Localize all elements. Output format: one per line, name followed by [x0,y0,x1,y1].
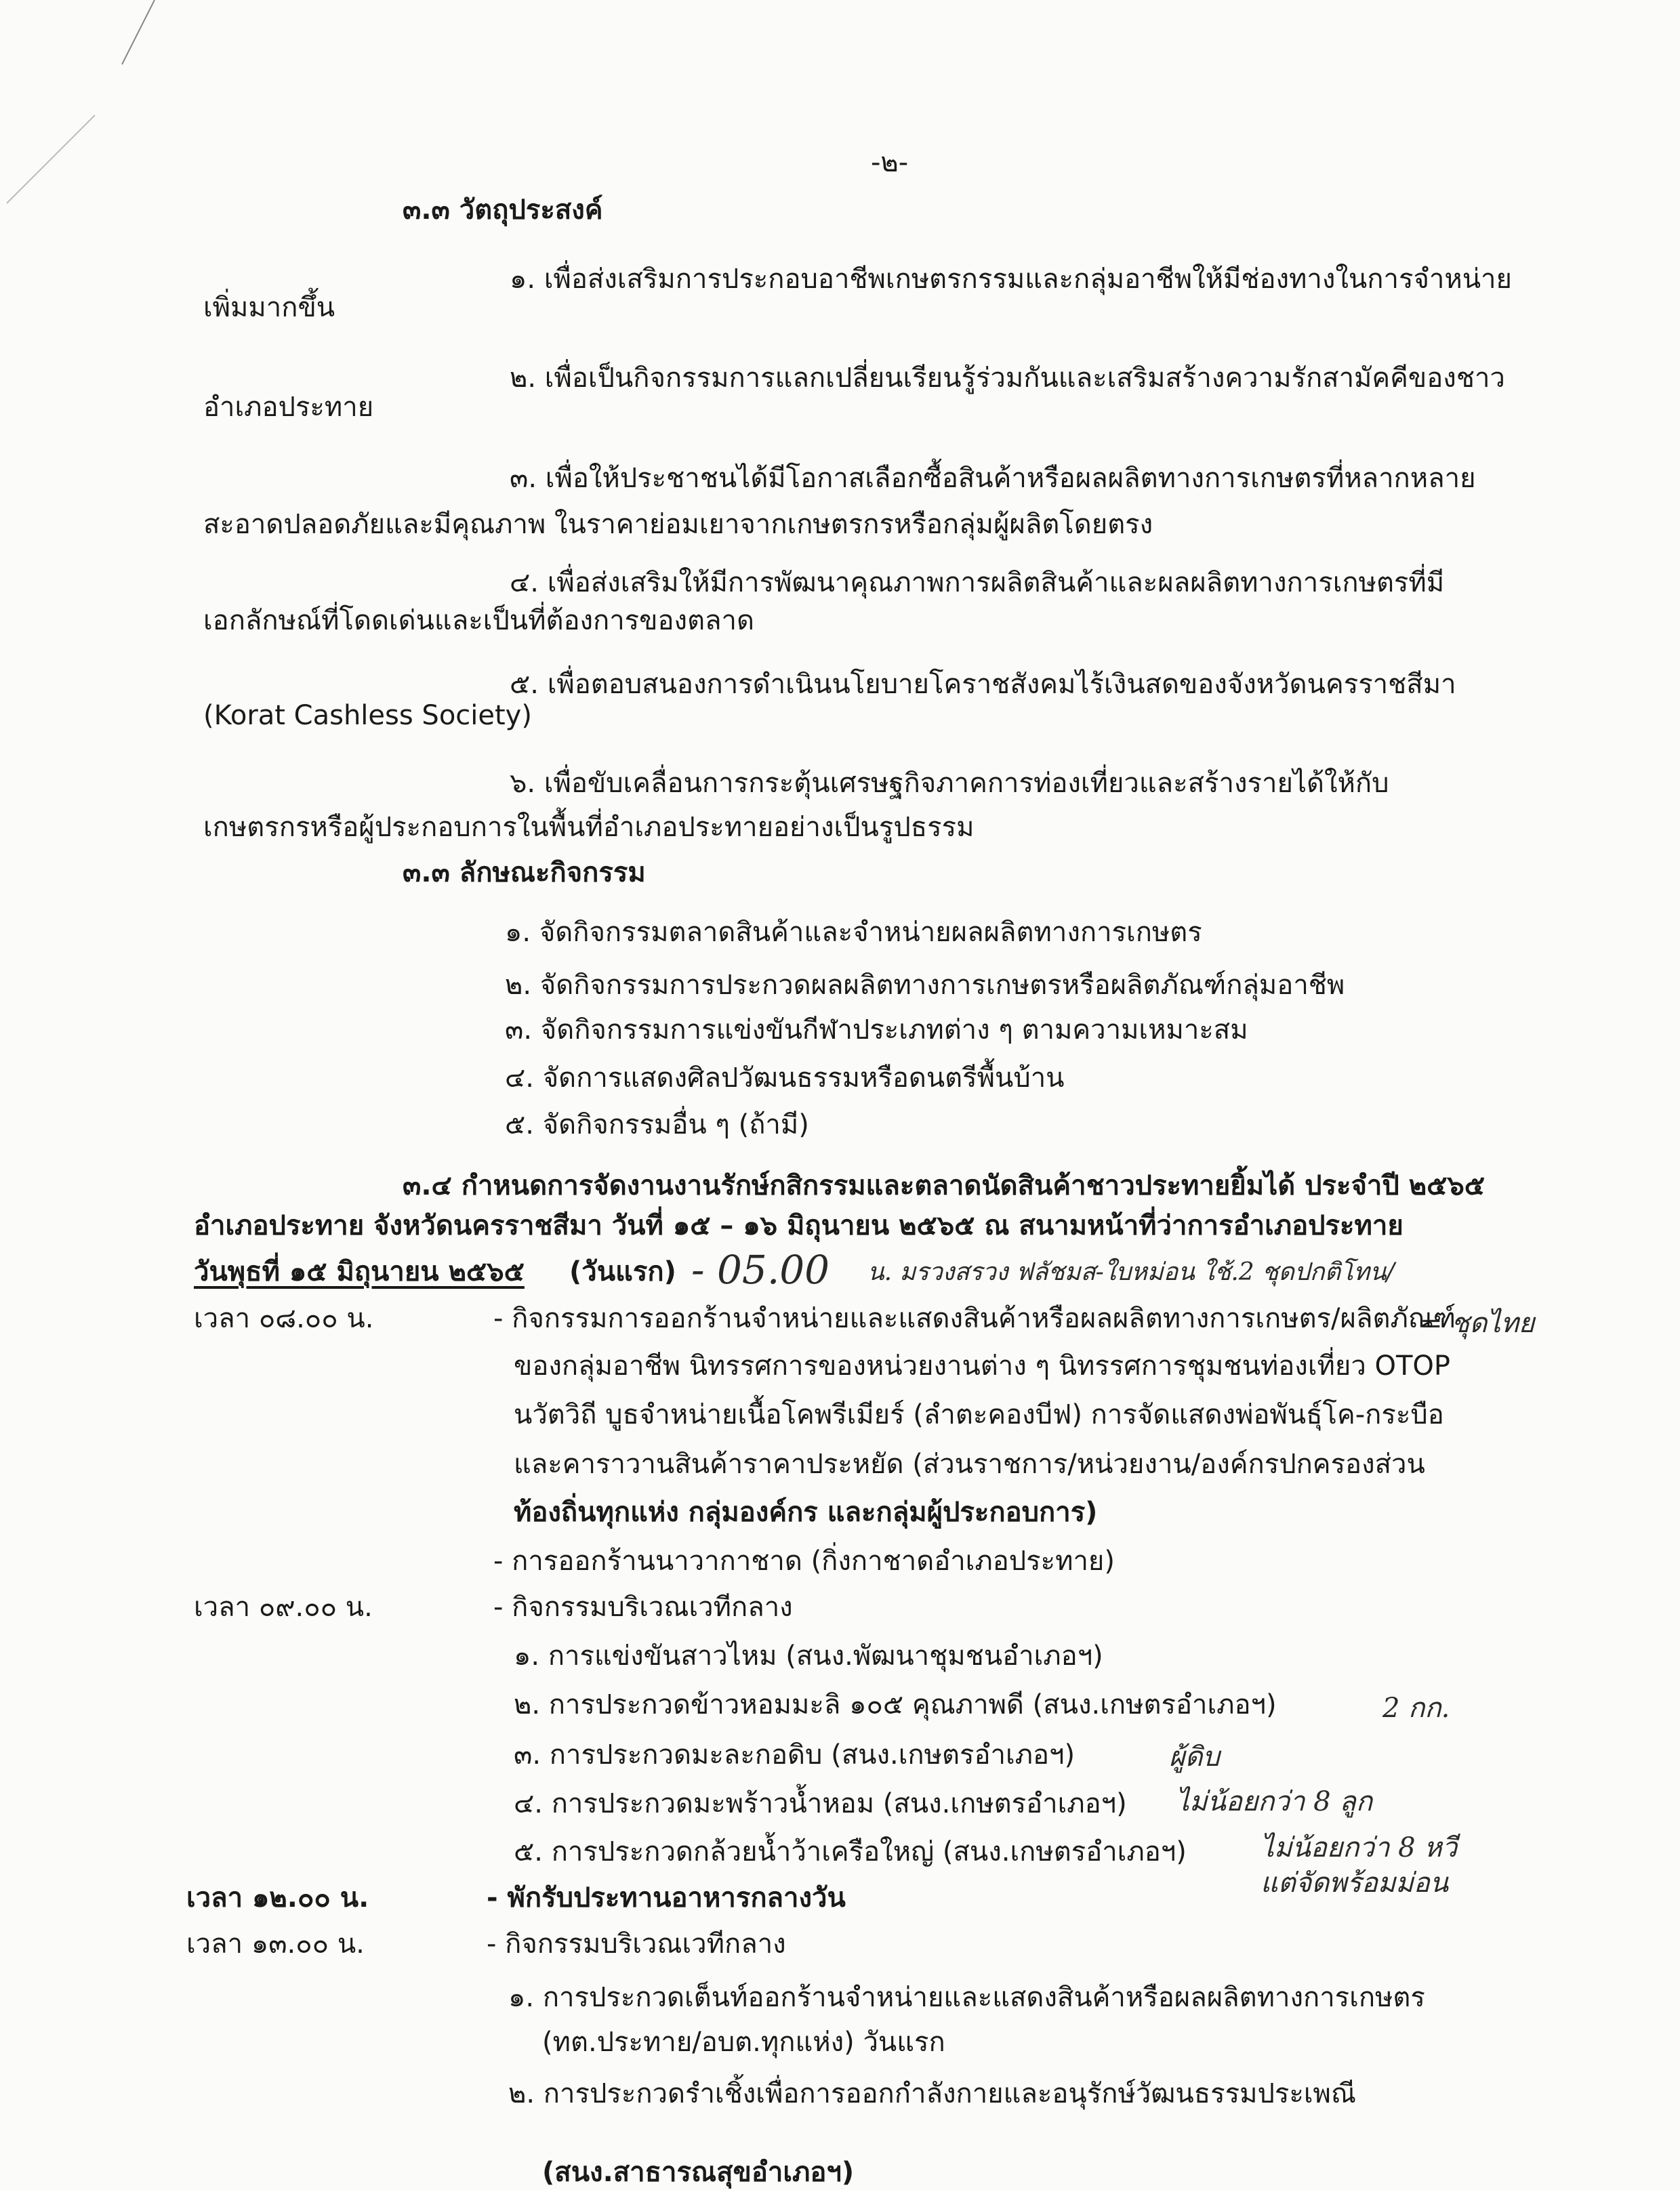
slot-0900-line4: ๓. การประกวดมะละกอดิบ (สนง.เกษตรอำเภอฯ) [514,1739,1075,1771]
handwritten-banana-note-1: ไม่น้อยกว่า 8 หวี [1261,1832,1458,1863]
activity-1: ๑. จัดกิจกรรมตลาดสินค้าและจำหน่ายผลผลิตทางการเกษตร [505,917,1202,948]
objective-4-line2: เอกลักษณ์ที่โดดเด่นและเป็นที่ต้องการของตลาด [203,605,754,636]
objective-3-line2: สะอาดปลอดภัยและมีคุณภาพ ในราคาย่อมเยาจากเกษตรกรหรือกลุ่มผู้ผลิตโดยตรง [203,509,1153,540]
slot-1200-time: เวลา ๑๒.๐๐ น. [186,1882,369,1914]
activity-3: ๓. จัดกิจกรรมการแข่งขันกีฬาประเภทต่าง ๆ ตามความเหมาะสม [505,1014,1248,1046]
slot-1300-time: เวลา ๑๓.๐๐ น. [186,1928,365,1960]
handwritten-rice-note: 2 กก. [1382,1693,1450,1724]
activity-5: ๕. จัดกิจกรรมอื่น ๆ (ถ้ามี) [505,1109,809,1140]
slot-0800-line6: - การออกร้านนาวากาชาด (กิ่งกาชาดอำเภอประทาย) [493,1546,1115,1577]
slot-1300-line3: (ทต.ประทาย/อบต.ทุกแห่ง) วันแรก [542,2027,945,2058]
handwritten-coconut-note: ไม่น้อยกว่า 8 ลูก [1176,1786,1373,1817]
slot-0800-time: เวลา ๐๘.๐๐ น. [194,1303,374,1334]
slot-0800-line5: ท้องถิ่นทุกแห่ง กลุ่มองค์กร และกลุ่มผู้ประกอบการ) [514,1497,1098,1528]
slot-0900-line2: ๑. การแข่งขันสาวไหม (สนง.พัฒนาชุมชนอำเภอฯ) [514,1640,1103,1672]
schedule-heading-line2: อำเภอประทาย จังหวัดนครราชสีมา วันที่ ๑๕ – ๑๖ มิถุนายน ๒๕๖๕ ณ สนามหน้าที่ว่าการอำเภอประทาย [194,1210,1404,1241]
slot-0800-line1: - กิจกรรมการออกร้านจำหน่ายและแสดงสินค้าหรือผลผลิตทางการเกษตร/ผลิตภัณฑ์ [493,1303,1456,1334]
slot-0800-line3: นวัตวิถี บูธจำหน่ายเนื้อโคพรีเมียร์ (ลำตะคองบีฟ) การจัดแสดงพ่อพันธุ์โค-กระบือ [514,1399,1444,1430]
slot-1300-line5: (สนง.สาธารณสุขอำเภอฯ) [542,2157,855,2188]
slot-0900-time: เวลา ๐๙.๐๐ น. [194,1592,373,1623]
slot-0900-line6: ๕. การประกวดกล้วยน้ำว้าเครือใหญ่ (สนง.เกษตรอำเภอฯ) [514,1836,1187,1867]
slot-1300-line4: ๒. การประกวดรำเชิ้งเพื่อการออกกำลังกายและอนุรักษ์วัฒนธรรมประเพณี [508,2078,1357,2109]
activity-4: ๔. จัดการแสดงศิลปวัฒนธรรมหรือดนตรีพื้นบ้าน [505,1062,1065,1094]
handwritten-papaya-note: ผู้ดิบ [1169,1741,1220,1773]
objective-5-line2: (Korat Cashless Society) [203,700,532,731]
slot-0900-line3: ๒. การประกวดข้าวหอมมะลิ ๑๐๕ คุณภาพดี (สนง.เกษตรอำเภอฯ) [514,1689,1277,1720]
slot-0800-line2: ของกลุ่มอาชีพ นิทรรศการของหน่วยงานต่าง ๆ นิทรรศการชุมชนท่องเที่ยว OTOP [514,1350,1451,1382]
page-number: -๒- [871,147,909,178]
objective-1-line2: เพิ่มมากขึ้น [203,292,335,323]
objective-2-line1: ๒. เพื่อเป็นกิจกรรมการแลกเปลี่ยนเรียนรู้ร่วมกันและเสริมสร้างความรักสามัคคีของชาว [510,363,1505,394]
handwritten-day1-note: น. มรวงสรวง ฟลัชมส-ใบหม่อน ใช้.2 ชุดปกติโทน/ [867,1258,1395,1286]
slot-0900-line1: - กิจกรรมบริเวณเวทีกลาง [493,1592,793,1623]
day1-suffix: (วันแรก) [569,1256,676,1287]
slot-1200-line1: - พักรับประทานอาหารกลางวัน [487,1882,846,1914]
slot-1300-line1: - กิจกรรมบริเวณเวทีกลาง [487,1928,786,1960]
objective-6-line2: เกษตรกรหรือผู้ประกอบการในพื้นที่อำเภอประทายอย่างเป็นรูปธรรม [203,812,975,843]
handwritten-time-note: - 05.00 [691,1247,830,1293]
schedule-heading-line1: ๓.๔ กำหนดการจัดงานงานรักษ์กสิกรรมและตลาดนัดสินค้าชาวประทายยิ้มได้ ประจำปี ๒๕๖๕ [403,1170,1486,1201]
slot-0800-line4: และคาราวานสินค้าราคาประหยัด (ส่วนราชการ/หน่วยงาน/องค์กรปกครองส่วน [514,1449,1425,1480]
objectives-heading: ๓.๓ วัตถุประสงค์ [403,194,603,226]
objective-6-line1: ๖. เพื่อขับเคลื่อนการกระตุ้นเศรษฐกิจภาคการท่องเที่ยวและสร้างรายได้ให้กับ [510,768,1389,799]
objective-4-line1: ๔. เพื่อส่งเสริมให้มีการพัฒนาคุณภาพการผลิตสินค้าและผลผลิตทางการเกษตรที่มี [510,567,1445,598]
slot-0900-line5: ๔. การประกวดมะพร้าวน้ำหอม (สนง.เกษตรอำเภอฯ) [514,1788,1127,1819]
objective-3-line1: ๓. เพื่อให้ประชาชนได้มีโอกาสเลือกซื้อสินค้าหรือผลผลิตทางการเกษตรที่หลากหลาย [510,463,1476,494]
objective-2-line2: อำเภอประทาย [203,392,374,423]
slot-1300-line2: ๑. การประกวดเต็นท์ออกร้านจำหน่ายและแสดงสินค้าหรือผลผลิตทางการเกษตร [508,1982,1425,2013]
handwritten-banana-note-2: แต่จัดพร้อมม่อน [1261,1867,1449,1899]
objective-1-line1: ๑. เพื่อส่งเสริมการประกอบอาชีพเกษตรกรรมและกลุ่มอาชีพให้มีช่องทางในการจำหน่าย [510,264,1512,295]
handwritten-thai-dress-note: = ชุดไทย [1420,1308,1535,1339]
activity-2: ๒. จัดกิจกรรมการประกวดผลผลิตทางการเกษตรหรือผลิตภัณฑ์กลุ่มอาชีพ [505,970,1345,1001]
day1-date: วันพุธที่ ๑๕ มิถุนายน ๒๕๖๕ [194,1256,525,1287]
activities-heading: ๓.๓ ลักษณะกิจกรรม [403,857,646,888]
objective-5-line1: ๕. เพื่อตอบสนองการดำเนินนโยบายโคราชสังคมไร้เงินสดของจังหวัดนครราชสีมา [510,669,1456,700]
